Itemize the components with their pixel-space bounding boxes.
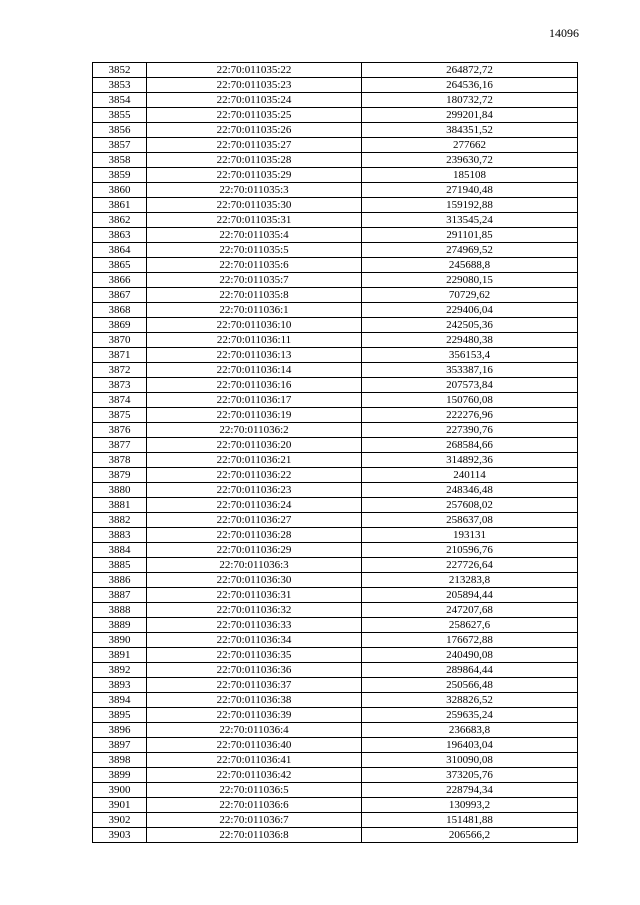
row-number-cell: 3884: [93, 543, 147, 558]
row-number-cell: 3868: [93, 303, 147, 318]
value-cell: 228794,34: [362, 783, 578, 798]
table-row: [93, 663, 578, 678]
value-cell: 206566,2: [362, 828, 578, 843]
row-number-cell: 3893: [93, 678, 147, 693]
cadastral-number-cell: 22:70:011035:24: [147, 93, 362, 108]
row-number-cell: 3896: [93, 723, 147, 738]
value-cell: 271940,48: [362, 183, 578, 198]
cadastral-number-cell: 22:70:011036:34: [147, 633, 362, 648]
table-row: [93, 708, 578, 723]
value-cell: 299201,84: [362, 108, 578, 123]
cadastral-number-cell: 22:70:011035:5: [147, 243, 362, 258]
cadastral-number-cell: 22:70:011036:1: [147, 303, 362, 318]
cadastral-number-cell: 22:70:011035:22: [147, 63, 362, 78]
table-row: [93, 693, 578, 708]
table-row: [93, 468, 578, 483]
row-number-cell: 3899: [93, 768, 147, 783]
table-row: [93, 423, 578, 438]
row-number-cell: 3874: [93, 393, 147, 408]
table-row: [93, 393, 578, 408]
row-number-cell: 3863: [93, 228, 147, 243]
cadastral-number-cell: 22:70:011036:19: [147, 408, 362, 423]
value-cell: 248346,48: [362, 483, 578, 498]
row-number-cell: 3857: [93, 138, 147, 153]
cadastral-number-cell: 22:70:011036:27: [147, 513, 362, 528]
cadastral-number-cell: 22:70:011036:41: [147, 753, 362, 768]
table-row: [93, 363, 578, 378]
value-cell: 70729,62: [362, 288, 578, 303]
value-cell: 180732,72: [362, 93, 578, 108]
table-row: [93, 93, 578, 108]
table-row: [93, 198, 578, 213]
row-number-cell: 3888: [93, 603, 147, 618]
row-number-cell: 3881: [93, 498, 147, 513]
table-row: [93, 378, 578, 393]
table-row: [93, 138, 578, 153]
cadastral-number-cell: 22:70:011036:14: [147, 363, 362, 378]
row-number-cell: 3877: [93, 438, 147, 453]
value-cell: 222276,96: [362, 408, 578, 423]
row-number-cell: 3890: [93, 633, 147, 648]
value-cell: 291101,85: [362, 228, 578, 243]
row-number-cell: 3864: [93, 243, 147, 258]
cadastral-number-cell: 22:70:011036:6: [147, 798, 362, 813]
table-row: [93, 63, 578, 78]
value-cell: 384351,52: [362, 123, 578, 138]
table-row: [93, 513, 578, 528]
cadastral-number-cell: 22:70:011035:4: [147, 228, 362, 243]
cadastral-number-cell: 22:70:011035:8: [147, 288, 362, 303]
row-number-cell: 3867: [93, 288, 147, 303]
cadastral-number-cell: 22:70:011036:10: [147, 318, 362, 333]
cadastral-number-cell: 22:70:011035:6: [147, 258, 362, 273]
row-number-cell: 3882: [93, 513, 147, 528]
value-cell: 353387,16: [362, 363, 578, 378]
value-cell: 207573,84: [362, 378, 578, 393]
row-number-cell: 3855: [93, 108, 147, 123]
table-row: [93, 348, 578, 363]
value-cell: 227726,64: [362, 558, 578, 573]
table-row: [93, 558, 578, 573]
table-row: [93, 108, 578, 123]
row-number-cell: 3889: [93, 618, 147, 633]
value-cell: 176672,88: [362, 633, 578, 648]
table-row: [93, 753, 578, 768]
table-row: [93, 318, 578, 333]
table-row: [93, 588, 578, 603]
row-number-cell: 3885: [93, 558, 147, 573]
cadastral-number-cell: 22:70:011036:31: [147, 588, 362, 603]
row-number-cell: 3895: [93, 708, 147, 723]
table-row: [93, 798, 578, 813]
cadastral-number-cell: 22:70:011036:4: [147, 723, 362, 738]
table-row: [93, 288, 578, 303]
row-number-cell: 3898: [93, 753, 147, 768]
table-row: [93, 258, 578, 273]
table-body: [93, 63, 578, 843]
cadastral-number-cell: 22:70:011036:32: [147, 603, 362, 618]
value-cell: 210596,76: [362, 543, 578, 558]
value-cell: 259635,24: [362, 708, 578, 723]
cadastral-number-cell: 22:70:011036:42: [147, 768, 362, 783]
row-number-cell: 3862: [93, 213, 147, 228]
value-cell: 328826,52: [362, 693, 578, 708]
cadastral-number-cell: 22:70:011036:30: [147, 573, 362, 588]
value-cell: 268584,66: [362, 438, 578, 453]
row-number-cell: 3901: [93, 798, 147, 813]
value-cell: 193131: [362, 528, 578, 543]
value-cell: 240114: [362, 468, 578, 483]
value-cell: 264872,72: [362, 63, 578, 78]
cadastral-number-cell: 22:70:011035:3: [147, 183, 362, 198]
value-cell: 185108: [362, 168, 578, 183]
cadastral-number-cell: 22:70:011036:40: [147, 738, 362, 753]
table-row: [93, 633, 578, 648]
cadastral-number-cell: 22:70:011036:13: [147, 348, 362, 363]
row-number-cell: 3861: [93, 198, 147, 213]
row-number-cell: 3858: [93, 153, 147, 168]
row-number-cell: 3854: [93, 93, 147, 108]
value-cell: 236683,8: [362, 723, 578, 738]
table-row: [93, 438, 578, 453]
table-row: [93, 813, 578, 828]
row-number-cell: 3880: [93, 483, 147, 498]
value-cell: 245688,8: [362, 258, 578, 273]
table-row: [93, 78, 578, 93]
value-cell: 258637,08: [362, 513, 578, 528]
table-row: [93, 123, 578, 138]
table-row: [93, 543, 578, 558]
row-number-cell: 3872: [93, 363, 147, 378]
cadastral-number-cell: 22:70:011035:29: [147, 168, 362, 183]
table-row: [93, 183, 578, 198]
row-number-cell: 3871: [93, 348, 147, 363]
cadastral-number-cell: 22:70:011036:8: [147, 828, 362, 843]
value-cell: 196403,04: [362, 738, 578, 753]
cadastral-number-cell: 22:70:011035:31: [147, 213, 362, 228]
cadastral-number-cell: 22:70:011035:23: [147, 78, 362, 93]
row-number-cell: 3894: [93, 693, 147, 708]
table-row: [93, 768, 578, 783]
cadastral-number-cell: 22:70:011036:2: [147, 423, 362, 438]
table-row: [93, 648, 578, 663]
value-cell: 257608,02: [362, 498, 578, 513]
cadastral-number-cell: 22:70:011036:22: [147, 468, 362, 483]
value-cell: 373205,76: [362, 768, 578, 783]
value-cell: 313545,24: [362, 213, 578, 228]
value-cell: 250566,48: [362, 678, 578, 693]
cadastral-number-cell: 22:70:011036:20: [147, 438, 362, 453]
row-number-cell: 3873: [93, 378, 147, 393]
cadastral-number-cell: 22:70:011036:23: [147, 483, 362, 498]
value-cell: 277662: [362, 138, 578, 153]
cadastral-number-cell: 22:70:011036:17: [147, 393, 362, 408]
row-number-cell: 3892: [93, 663, 147, 678]
cadastral-number-cell: 22:70:011036:7: [147, 813, 362, 828]
row-number-cell: 3883: [93, 528, 147, 543]
cadastral-number-cell: 22:70:011036:35: [147, 648, 362, 663]
value-cell: 258627,6: [362, 618, 578, 633]
table-row: [93, 738, 578, 753]
cadastral-number-cell: 22:70:011036:39: [147, 708, 362, 723]
value-cell: 289864,44: [362, 663, 578, 678]
table-row: [93, 303, 578, 318]
cadastral-number-cell: 22:70:011035:7: [147, 273, 362, 288]
row-number-cell: 3866: [93, 273, 147, 288]
cadastral-number-cell: 22:70:011036:38: [147, 693, 362, 708]
row-number-cell: 3852: [93, 63, 147, 78]
value-cell: 239630,72: [362, 153, 578, 168]
value-cell: 227390,76: [362, 423, 578, 438]
value-cell: 130993,2: [362, 798, 578, 813]
value-cell: 240490,08: [362, 648, 578, 663]
row-number-cell: 3903: [93, 828, 147, 843]
row-number-cell: 3869: [93, 318, 147, 333]
row-number-cell: 3891: [93, 648, 147, 663]
value-cell: 242505,36: [362, 318, 578, 333]
cadastral-number-cell: 22:70:011036:28: [147, 528, 362, 543]
row-number-cell: 3879: [93, 468, 147, 483]
table-row: [93, 228, 578, 243]
row-number-cell: 3875: [93, 408, 147, 423]
cadastral-number-cell: 22:70:011036:33: [147, 618, 362, 633]
cadastral-number-cell: 22:70:011036:3: [147, 558, 362, 573]
cadastral-number-cell: 22:70:011035:25: [147, 108, 362, 123]
row-number-cell: 3887: [93, 588, 147, 603]
table-row: [93, 453, 578, 468]
page-number: 14096: [549, 26, 579, 40]
table-row: [93, 213, 578, 228]
cadastral-number-cell: 22:70:011036:29: [147, 543, 362, 558]
table-row: [93, 723, 578, 738]
cadastral-number-cell: 22:70:011036:11: [147, 333, 362, 348]
row-number-cell: 3900: [93, 783, 147, 798]
table-row: [93, 783, 578, 798]
cadastral-value-table: [92, 62, 578, 843]
cadastral-number-cell: 22:70:011036:21: [147, 453, 362, 468]
cadastral-number-cell: 22:70:011035:30: [147, 198, 362, 213]
value-cell: 151481,88: [362, 813, 578, 828]
cadastral-number-cell: 22:70:011035:26: [147, 123, 362, 138]
cadastral-number-cell: 22:70:011036:5: [147, 783, 362, 798]
table-row: [93, 153, 578, 168]
value-cell: 314892,36: [362, 453, 578, 468]
table-row: [93, 483, 578, 498]
row-number-cell: 3886: [93, 573, 147, 588]
value-cell: 150760,08: [362, 393, 578, 408]
row-number-cell: 3865: [93, 258, 147, 273]
table-row: [93, 573, 578, 588]
table-row: [93, 528, 578, 543]
table-row: [93, 243, 578, 258]
table-row: [93, 828, 578, 843]
row-number-cell: 3860: [93, 183, 147, 198]
table-row: [93, 408, 578, 423]
value-cell: 213283,8: [362, 573, 578, 588]
cadastral-number-cell: 22:70:011035:27: [147, 138, 362, 153]
value-cell: 159192,88: [362, 198, 578, 213]
table-row: [93, 618, 578, 633]
cadastral-number-cell: 22:70:011036:36: [147, 663, 362, 678]
row-number-cell: 3902: [93, 813, 147, 828]
cadastral-number-cell: 22:70:011036:24: [147, 498, 362, 513]
cadastral-number-cell: 22:70:011035:28: [147, 153, 362, 168]
value-cell: 229480,38: [362, 333, 578, 348]
row-number-cell: 3878: [93, 453, 147, 468]
table-row: [93, 168, 578, 183]
row-number-cell: 3897: [93, 738, 147, 753]
table-row: [93, 603, 578, 618]
value-cell: 229080,15: [362, 273, 578, 288]
table-row: [93, 678, 578, 693]
cadastral-number-cell: 22:70:011036:37: [147, 678, 362, 693]
value-cell: 264536,16: [362, 78, 578, 93]
cadastral-number-cell: 22:70:011036:16: [147, 378, 362, 393]
value-cell: 274969,52: [362, 243, 578, 258]
row-number-cell: 3853: [93, 78, 147, 93]
row-number-cell: 3876: [93, 423, 147, 438]
row-number-cell: 3859: [93, 168, 147, 183]
table-row: [93, 333, 578, 348]
table-row: [93, 498, 578, 513]
value-cell: 310090,08: [362, 753, 578, 768]
value-cell: 229406,04: [362, 303, 578, 318]
value-cell: 356153,4: [362, 348, 578, 363]
value-cell: 205894,44: [362, 588, 578, 603]
row-number-cell: 3870: [93, 333, 147, 348]
value-cell: 247207,68: [362, 603, 578, 618]
row-number-cell: 3856: [93, 123, 147, 138]
table-row: [93, 273, 578, 288]
